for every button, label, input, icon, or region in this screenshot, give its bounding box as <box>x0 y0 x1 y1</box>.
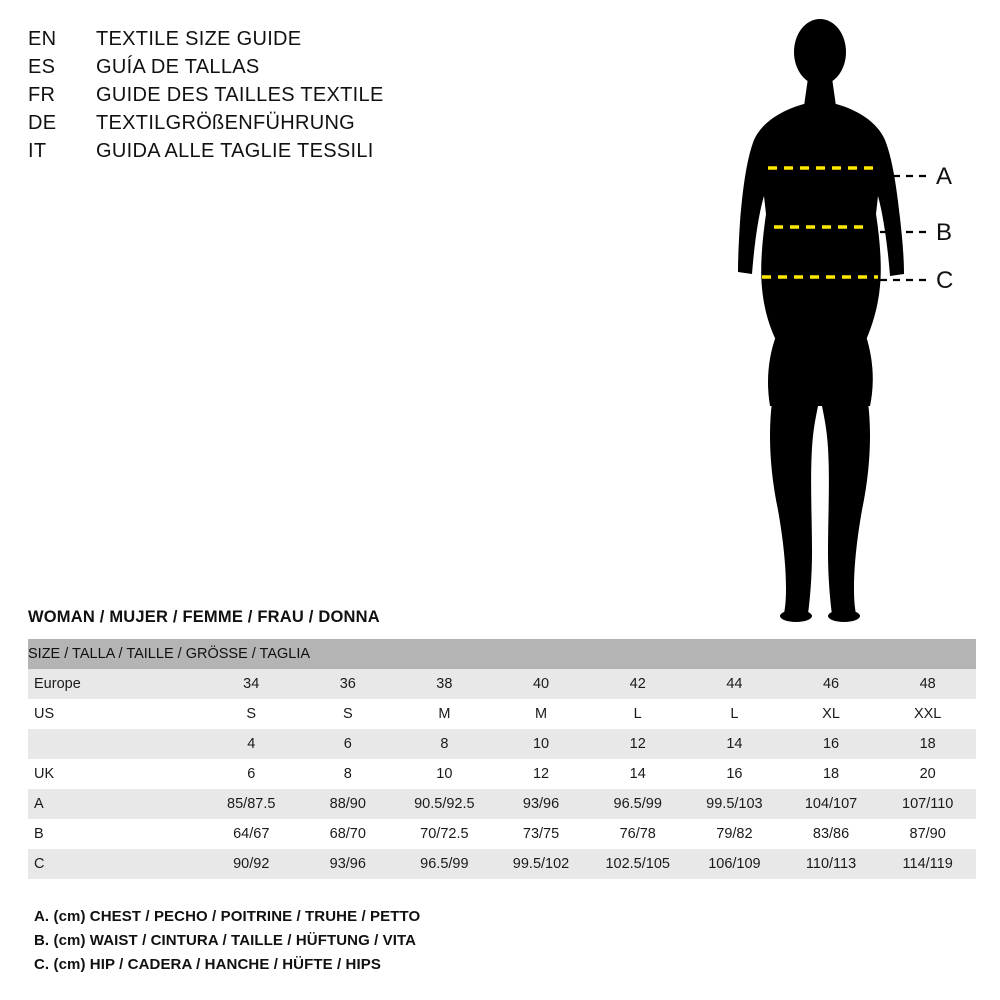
cell-c-0: 90/92 <box>203 849 300 879</box>
size-table <box>28 639 976 879</box>
cell-uk-2: 10 <box>396 759 493 789</box>
callout-label-c: C <box>936 267 954 294</box>
cell-us-6: XL <box>783 699 880 729</box>
callout-label-b: B <box>936 219 953 246</box>
cell-a-4: 96.5/99 <box>589 789 686 819</box>
cell-c-4: 102.5/105 <box>589 849 686 879</box>
table-caption: WOMAN / MUJER / FEMME / FRAU / DONNA <box>28 608 380 626</box>
title-lang-fr: FR <box>28 84 56 106</box>
cell-c-1: 93/96 <box>300 849 396 879</box>
cell-us-4: L <box>589 699 686 729</box>
cell-uk-6: 18 <box>783 759 880 789</box>
title-lang-es: ES <box>28 56 56 78</box>
cell-europe-1: 36 <box>300 669 396 699</box>
cell-europe-5: 44 <box>686 669 783 699</box>
cell-c-5: 106/109 <box>686 849 783 879</box>
title-text-en: TEXTILE SIZE GUIDE <box>96 28 302 50</box>
cell-b-1: 68/70 <box>300 819 396 849</box>
cell-uk-0: 6 <box>203 759 300 789</box>
cell-europe-7: 48 <box>879 669 976 699</box>
cell-a-5: 99.5/103 <box>686 789 783 819</box>
table-row <box>28 729 976 759</box>
table-header-row <box>28 639 976 669</box>
table-row <box>28 789 976 819</box>
cell-uk-3: 12 <box>493 759 590 789</box>
footnote-b: B. (cm) WAIST / CINTURA / TAILLE / HÜFTUNG / VITA <box>34 932 417 949</box>
footnote-a: A. (cm) CHEST / PECHO / POITRINE / TRUHE / PETTO <box>34 908 421 925</box>
title-lang-en: EN <box>28 28 57 50</box>
row-label-us: US <box>28 699 203 729</box>
row-label-a: A <box>28 789 203 819</box>
row-label-c: C <box>28 849 203 879</box>
cell-a-3: 93/96 <box>493 789 590 819</box>
cell-us-3: M <box>493 699 590 729</box>
title-row-en <box>28 28 448 51</box>
cell-uk-7: 20 <box>879 759 976 789</box>
title-row-de <box>28 112 448 135</box>
cell-us-0: S <box>203 699 300 729</box>
table-row <box>28 849 976 879</box>
cell-europe-2: 38 <box>396 669 493 699</box>
table-row <box>28 759 976 789</box>
table-row <box>28 699 976 729</box>
size-table-section <box>28 608 976 879</box>
title-row-it <box>28 140 448 163</box>
cell-a-1: 88/90 <box>300 789 396 819</box>
footnote-c: C. (cm) HIP / CADERA / HANCHE / HÜFTE / HIPS <box>34 956 381 973</box>
cell-b-2: 70/72.5 <box>396 819 493 849</box>
cell-c-7: 114/119 <box>879 849 976 879</box>
cell-us-7: XXL <box>879 699 976 729</box>
title-text-fr: GUIDE DES TAILLES TEXTILE <box>96 84 384 106</box>
cell-us-5: L <box>686 699 783 729</box>
cell-usnum-7: 18 <box>879 729 976 759</box>
cell-uk-5: 16 <box>686 759 783 789</box>
cell-usnum-4: 12 <box>589 729 686 759</box>
row-label-b: B <box>28 819 203 849</box>
callout-label-a: A <box>936 163 953 190</box>
cell-uk-1: 8 <box>300 759 396 789</box>
cell-a-6: 104/107 <box>783 789 880 819</box>
title-text-it: GUIDA ALLE TAGLIE TESSILI <box>96 140 374 162</box>
cell-b-7: 87/90 <box>879 819 976 849</box>
cell-a-0: 85/87.5 <box>203 789 300 819</box>
title-lang-de: DE <box>28 112 57 134</box>
row-label-us-numeric <box>28 729 203 759</box>
row-label-europe: Europe <box>28 669 203 699</box>
title-block <box>28 28 448 168</box>
cell-a-2: 90.5/92.5 <box>396 789 493 819</box>
cell-us-2: M <box>396 699 493 729</box>
cell-usnum-6: 16 <box>783 729 880 759</box>
title-text-es: GUÍA DE TALLAS <box>96 56 260 78</box>
table-row <box>28 669 976 699</box>
table-header-label: SIZE / TALLA / TAILLE / GRÖSSE / TAGLIA <box>28 639 976 669</box>
woman-silhouette-icon <box>738 19 904 622</box>
cell-c-3: 99.5/102 <box>493 849 590 879</box>
cell-us-1: S <box>300 699 396 729</box>
cell-b-3: 73/75 <box>493 819 590 849</box>
cell-a-7: 107/110 <box>879 789 976 819</box>
cell-b-4: 76/78 <box>589 819 686 849</box>
row-label-uk: UK <box>28 759 203 789</box>
title-row-es <box>28 56 448 79</box>
cell-c-2: 96.5/99 <box>396 849 493 879</box>
cell-usnum-2: 8 <box>396 729 493 759</box>
cell-europe-3: 40 <box>493 669 590 699</box>
cell-europe-4: 42 <box>589 669 686 699</box>
cell-europe-6: 46 <box>783 669 880 699</box>
cell-usnum-0: 4 <box>203 729 300 759</box>
title-text-de: TEXTILGRÖßENFÜHRUNG <box>96 112 356 134</box>
measurement-figure <box>690 10 990 630</box>
cell-usnum-1: 6 <box>300 729 396 759</box>
cell-b-6: 83/86 <box>783 819 880 849</box>
cell-europe-0: 34 <box>203 669 300 699</box>
cell-c-6: 110/113 <box>783 849 880 879</box>
cell-b-5: 79/82 <box>686 819 783 849</box>
cell-b-0: 64/67 <box>203 819 300 849</box>
title-lang-it: IT <box>28 140 47 162</box>
table-row <box>28 819 976 849</box>
cell-usnum-5: 14 <box>686 729 783 759</box>
footnotes <box>34 908 734 980</box>
cell-uk-4: 14 <box>589 759 686 789</box>
cell-usnum-3: 10 <box>493 729 590 759</box>
title-row-fr <box>28 84 448 107</box>
